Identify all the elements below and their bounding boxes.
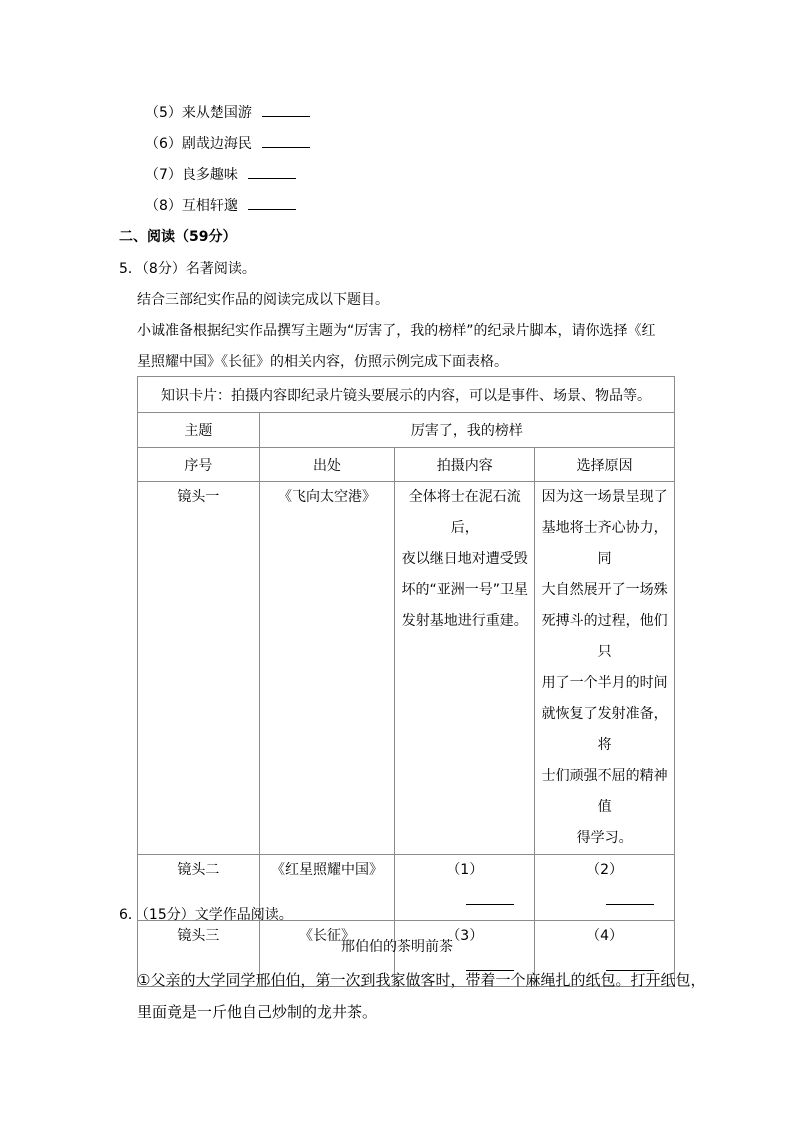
knowledge-card-cell: 知识卡片：拍摄内容即纪录片镜头要展示的内容，可以是事件、场景、物品等。 — [138, 377, 675, 413]
table-row — [138, 482, 675, 855]
theme-value: 厉害了，我的榜样 — [259, 413, 674, 448]
answer-blank[interactable] — [262, 133, 310, 148]
question-5-title: 5．（8分）名著阅读。 — [119, 261, 256, 277]
header-reason: 选择原因 — [535, 448, 675, 482]
essay-title: 邢伯伯的茶明前茶 — [341, 939, 453, 955]
answer-blank[interactable] — [466, 890, 514, 905]
question-5-task-line2: 星照耀中国》《长征》的相关内容，仿照示例完成下面表格。 — [137, 354, 508, 370]
theme-label: 主题 — [138, 413, 260, 448]
item-7: （7）良多趣味 — [145, 164, 296, 185]
header-content: 拍摄内容 — [395, 448, 535, 482]
item-5: （5）来从楚国游 — [145, 102, 310, 123]
shot-2-seq: 镜头二 — [138, 855, 260, 921]
header-seq: 序号 — [138, 448, 260, 482]
answer-blank[interactable] — [248, 164, 296, 179]
shot-2-reason-blank[interactable]: （2） — [535, 855, 675, 921]
header-source: 出处 — [259, 448, 395, 482]
shot-3-seq: 镜头三 — [138, 921, 260, 987]
shot-1-content: 全体将士在泥石流后， 夜以继日地对遭受毁 坏的“亚洲一号”卫星 发射基地进行重建。 — [395, 482, 535, 855]
shot-1-reason: 因为这一场景呈现了 基地将士齐心协力，同 大自然展开了一场殊 死搏斗的过程，他们只 用了一个半月的时间 就恢复了发射准备，将 士们顽强不屈的精神 值 得学习。 — [535, 482, 675, 855]
shot-3-source: 《长征》 — [259, 921, 395, 987]
answer-blank[interactable] — [606, 956, 654, 971]
shot-3-content-blank[interactable]: （3） — [395, 921, 535, 987]
answer-blank[interactable] — [466, 956, 514, 971]
question-5-task-line1: 小诚准备根据纪实作品撰写主题为“厉害了，我的榜样”的纪录片脚本，请你选择《红 — [137, 323, 656, 339]
question-5-intro: 结合三部纪实作品的阅读完成以下题目。 — [137, 292, 389, 308]
section-heading: 二、阅读（59分） — [119, 229, 237, 245]
documentary-table — [137, 376, 675, 987]
shot-1-seq: 镜头一 — [138, 482, 260, 855]
shot-2-source: 《红星照耀中国》 — [259, 855, 395, 921]
answer-blank[interactable] — [262, 102, 310, 117]
answer-blank[interactable] — [248, 195, 296, 210]
shot-1-source: 《飞向太空港》 — [259, 482, 395, 855]
question-6-title: 6．（15分）文学作品阅读。 — [119, 907, 293, 923]
answer-blank[interactable] — [606, 890, 654, 905]
essay-para-1-line-2: 里面竟是一斤他自己炒制的龙井茶。 — [137, 1003, 378, 1021]
shot-3-reason-blank[interactable]: （4） — [535, 921, 675, 987]
essay-para-1-line-1: ①父亲的大学同学邢伯伯，第一次到我家做客时，带着一个麻绳扎的纸包。打开纸包， — [137, 971, 706, 989]
item-8: （8）互相轩邈 — [145, 195, 296, 216]
item-6: （6）剧哉边海民 — [145, 133, 310, 154]
shot-2-content-blank[interactable]: （1） — [395, 855, 535, 921]
